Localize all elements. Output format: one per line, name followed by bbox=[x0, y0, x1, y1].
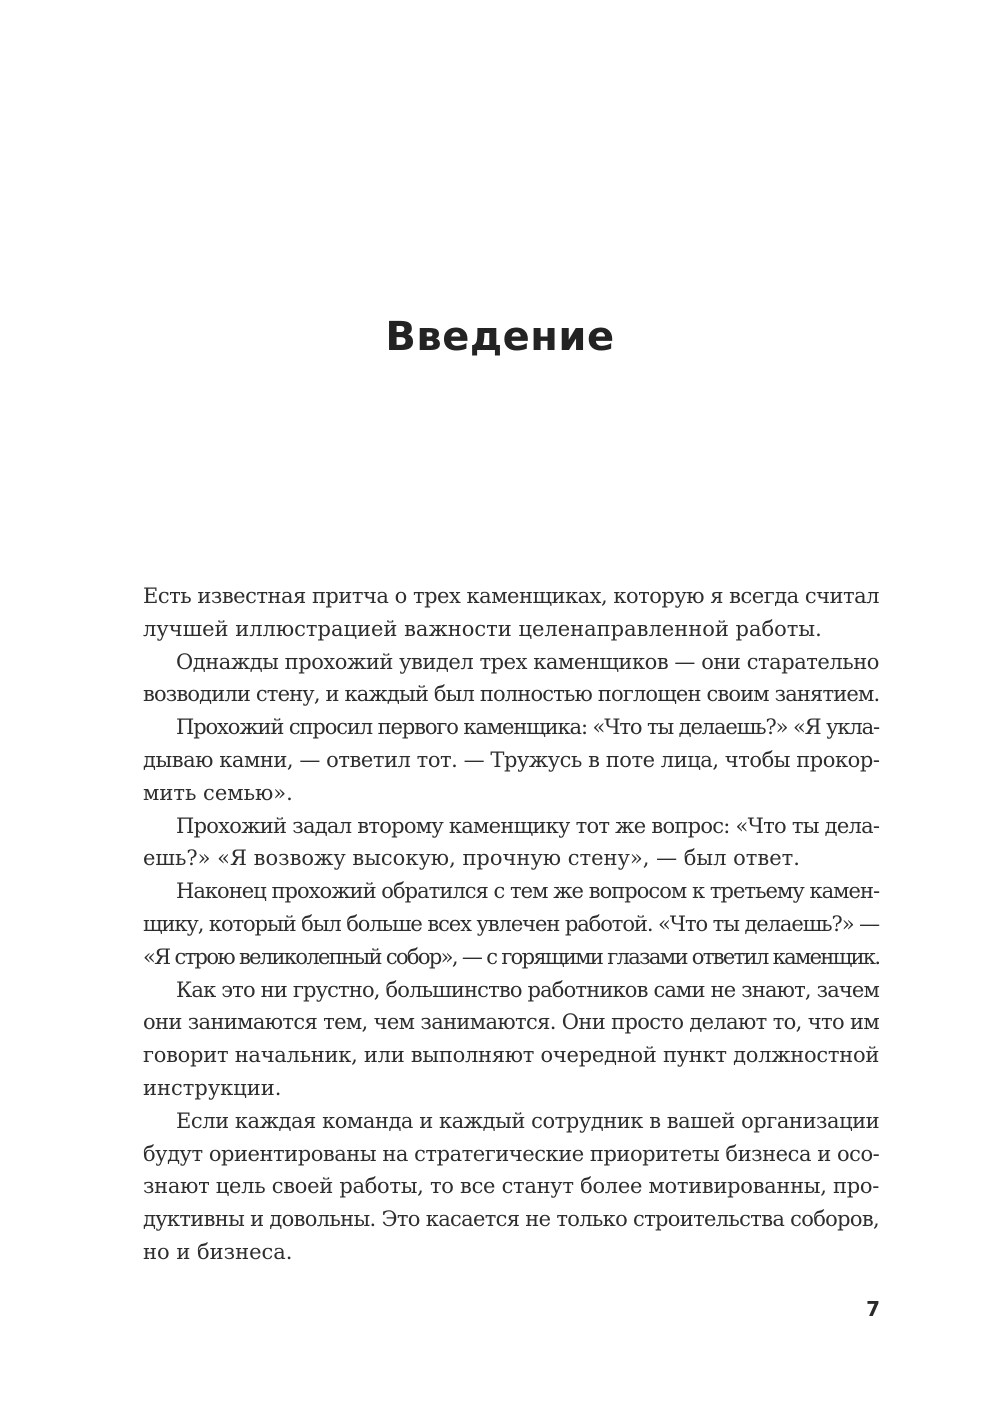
text-line: Прохожий спросил первого каменщика: «Что ты делаешь?» «Я укла- bbox=[176, 715, 879, 740]
text-line: они занимаются тем, чем занимаются. Они просто делают то, что им bbox=[143, 1010, 880, 1035]
text-line: Если каждая команда и каждый сотрудник в вашей организации bbox=[176, 1108, 880, 1133]
text-line: мить семью». bbox=[143, 780, 293, 805]
text-line: говорит начальник, или выполняют очередной пункт должностной bbox=[143, 1043, 880, 1068]
text-line: «Я строю великолепный собор», — с горящими глазами ответил каменщик. bbox=[143, 944, 880, 969]
text-line: лучшей иллюстрацией важности целенаправленной работы. bbox=[143, 616, 822, 641]
text-line: Как это ни грустно, большинство работников сами не знают, зачем bbox=[176, 977, 879, 1002]
text-line: ешь?» «Я возвожу высокую, прочную стену», — был ответ. bbox=[143, 846, 800, 871]
text-line: будут ориентированы на стратегические приоритеты бизнеса и осо- bbox=[143, 1141, 880, 1166]
chapter-title: Введение bbox=[385, 314, 615, 360]
text-line: Есть известная притча о трех каменщиках, которую я всегда считал bbox=[143, 584, 879, 608]
text-line: но и бизнеса. bbox=[143, 1239, 293, 1264]
text-line: Однажды прохожий увидел трех каменщиков — они старательно bbox=[176, 649, 879, 674]
text-line: щику, который был больше всех увлечен работой. «Что ты делаешь?» — bbox=[143, 911, 879, 936]
text-line: инструкции. bbox=[143, 1075, 282, 1100]
text-line: дываю камни, — ответил тот. — Тружусь в поте лица, чтобы прокор- bbox=[143, 747, 880, 772]
text-line: Наконец прохожий обратился с тем же вопросом к третьему камен- bbox=[176, 879, 880, 904]
text-line: возводили стену, и каждый был полностью поглощен своим занятием. bbox=[143, 682, 880, 707]
text-line: дуктивны и довольны. Это касается не только строительства соборов, bbox=[143, 1207, 879, 1232]
text-line: знают цель своей работы, то все станут более мотивированны, про- bbox=[143, 1174, 879, 1199]
page-number: 7 bbox=[866, 1297, 880, 1321]
body-text bbox=[143, 580, 879, 1269]
text-line: Прохожий задал второму каменщику тот же вопрос: «Что ты дела- bbox=[176, 813, 880, 838]
